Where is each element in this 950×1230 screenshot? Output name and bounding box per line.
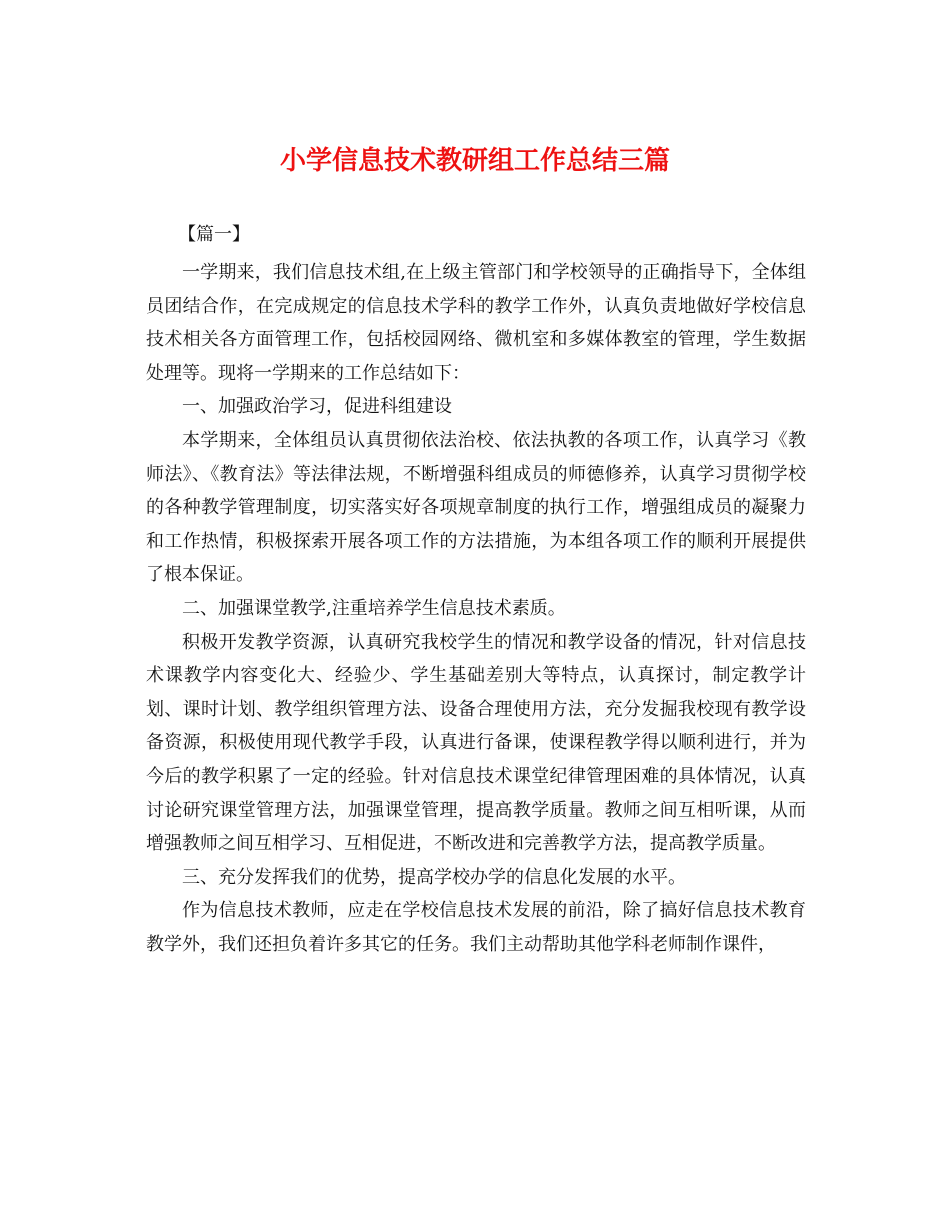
paragraph-section-3: 作为信息技术教师，应走在学校信息技术发展的前沿，除了搞好信息技术教育教学外，我们还担负着许多其它的任务。我们主动帮助其他学科老师制作课件， bbox=[146, 900, 806, 955]
document-title: 小学信息技术教研组工作总结三篇 bbox=[279, 146, 670, 176]
paragraph-section-1: 本学期来，全体组员认真贯彻依法治校、依法执教的各项工作，认真学习《教师法》、《教育法》等法律法规，不断增强科组成员的师德修养，认真学习贯彻学校的各种教学管理制度，切实落实好各项规章制度的执行工作，增强组成员的凝聚力和工作热情，积极探索开展各项工作的方法措施，为本组各项工作的顺利开展提供了根本保证。 bbox=[146, 429, 806, 586]
paragraph-section-2: 积极开发教学资源，认真研究我校学生的情况和教学设备的情况，针对信息技术课教学内容变化大、经验少、学生基础差别大等特点，认真探讨，制定教学计划、课时计划、教学组织管理方法、设备合理使用方法，充分发掘我校现有教学设备资源，积极使用现代教学手段，认真进行备课，使课程教学得以顺利进行，并为今后的教学积累了一定的经验。针对信息技术课堂纪律管理困难的具体情况，认真讨论研究课堂管理方法，加强课堂管理，提高教学质量。教师之间互相听课，从而增强教师之间互相学习、互相促进，不断改进和完善教学方法，提高教学质量。 bbox=[146, 631, 806, 855]
heading-section-2: 二、加强课堂教学,注重培养学生信息技术素质。 bbox=[182, 597, 566, 619]
document-body bbox=[146, 256, 806, 961]
heading-section-1: 一、加强政治学习，促进科组建设 bbox=[182, 396, 452, 418]
paragraph-intro: 一学期来，我们信息技术组,在上级主管部门和学校领导的正确指导下，全体组员团结合作，在完成规定的信息技术学科的教学工作外，认真负责地做好学校信息技术相关各方面管理工作，包括校园网络、微机室和多媒体教室的管理，学生数据处理等。现将一学期来的工作总结如下： bbox=[146, 262, 806, 384]
section-label: 【篇一】 bbox=[178, 224, 250, 245]
heading-section-3: 三、充分发挥我们的优势，提高学校办学的信息化发展的水平。 bbox=[182, 866, 686, 888]
